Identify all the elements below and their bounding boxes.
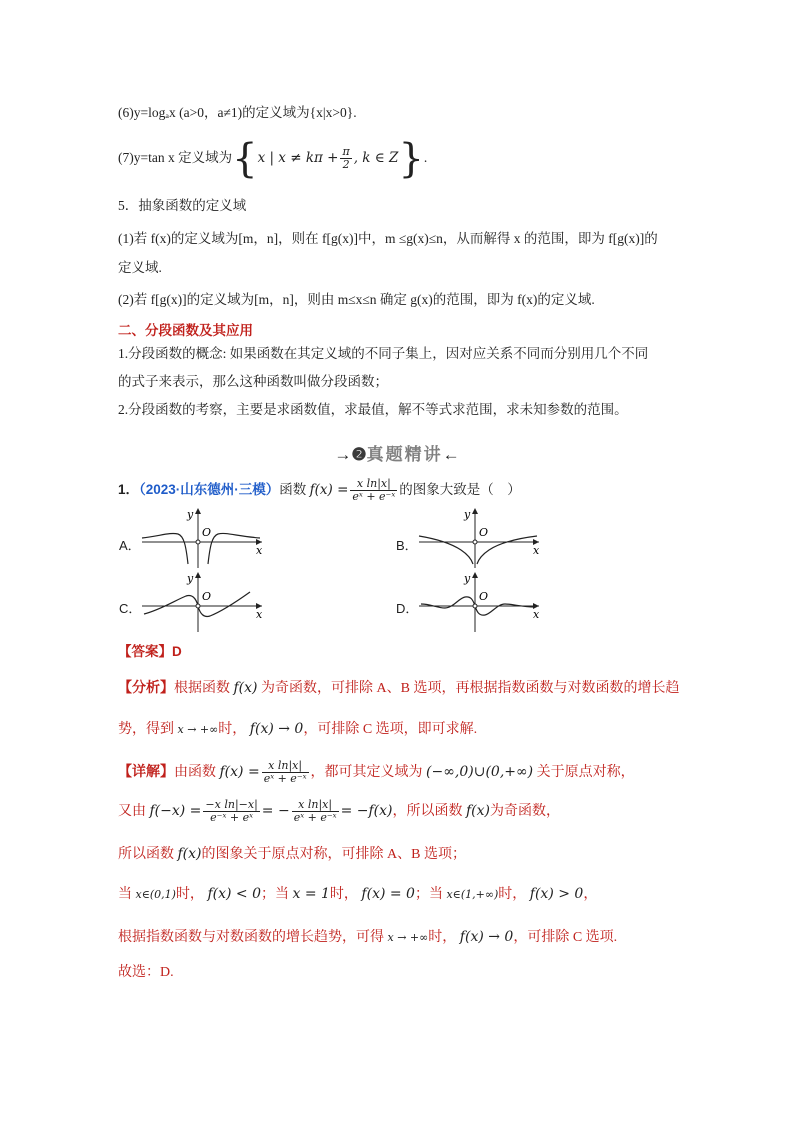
origin-point	[473, 604, 477, 608]
detail-cond-1: x∈(0,1)	[135, 888, 176, 901]
detail-line-2	[118, 797, 560, 827]
section-5-p1a: (1)若 f(x)的定义域为[m，n]，则在 f[g(x)]中，m ≤g(x)≤n，从而解得 x 的范围，即为 f[g(x)]的	[118, 231, 658, 246]
answer-label: 【答案】	[118, 644, 172, 659]
question-number: 1．	[118, 482, 140, 497]
y-axis-arrow-icon	[472, 572, 478, 578]
domain-tan-post: .	[423, 150, 428, 165]
section-5-p1b: 定义域.	[118, 260, 162, 275]
detail-line-4	[118, 885, 597, 904]
detail-d2b: ，所以函数	[392, 804, 463, 819]
origin-point	[196, 604, 200, 608]
detail-domain: (−∞,0)∪(0,+∞)	[426, 764, 534, 780]
detail-d2a: 又由	[118, 804, 146, 819]
answer-value: D	[172, 644, 182, 659]
origin-point	[473, 540, 477, 544]
detail-d4a: 当	[118, 887, 132, 902]
detail-d3a: 所以函数	[118, 847, 174, 862]
detail-d1b: ，都可其定义域为	[310, 765, 423, 780]
detail-fx: f(x) =	[219, 764, 260, 780]
detail-d3-fx: f(x)	[177, 846, 202, 862]
detail-d4b: 时，	[175, 887, 204, 902]
detail-line-5	[118, 928, 617, 947]
domain-tan-set-a: x | x ≠ kπ +	[257, 150, 339, 166]
detail-f-neg: f(−x) =	[149, 803, 202, 819]
detail-frac3-den: eˣ + e⁻ˣ	[293, 811, 337, 825]
analysis-label: 【分析】	[118, 679, 174, 695]
y-label: y	[464, 572, 471, 585]
frac-num: π	[342, 145, 350, 159]
banner-title: 真题精讲	[366, 445, 443, 465]
option-d-label[interactable]: D．	[396, 601, 419, 616]
detail-frac2-den: e⁻ˣ + eˣ	[210, 811, 254, 825]
option-a-label[interactable]: A．	[119, 538, 141, 553]
analysis-fx-limit: f(x) → 0	[249, 721, 304, 737]
left-brace-icon: {	[232, 135, 258, 182]
detail-d2c: 为奇函数，	[490, 804, 560, 819]
x-label: x	[533, 608, 540, 621]
detail-d5a: 根据指数函数与对数函数的增长趋势，可得	[118, 930, 384, 945]
banner-arrow-right-icon: →	[334, 445, 352, 464]
right-brace-icon: }	[398, 135, 424, 182]
domain-tan-prefix: (7)y=tan x 定义域为	[118, 150, 233, 165]
pi-over-2-fraction	[340, 146, 351, 171]
x-label: x	[256, 608, 263, 621]
analysis-a1: 根据函数	[174, 681, 230, 696]
curve-a-left	[142, 533, 188, 564]
question-prefix: 函数	[279, 482, 307, 497]
detail-d1c: 关于原点对称，	[536, 765, 635, 780]
domain-tan-set-b: , k ∈ Z	[353, 150, 399, 166]
detail-frac-den: eˣ + e⁻ˣ	[263, 772, 307, 786]
detail-fraction-2	[203, 799, 259, 824]
detail-d4e: ；当	[414, 887, 443, 902]
x-label: x	[256, 544, 263, 557]
detail-f-1: f(x) < 0	[207, 886, 261, 902]
detail-d5b: 时，	[428, 930, 457, 945]
banner-arrow-left-icon: ←	[442, 445, 460, 464]
detail-d4d: 时，	[329, 887, 358, 902]
y-axis-arrow-icon	[195, 508, 201, 514]
detail-conclusion: 故选：D.	[118, 965, 174, 980]
question-frac-den: eˣ + e⁻ˣ	[352, 490, 396, 504]
section-5-p2: (2)若 f[g(x)]的定义域为[m，n]，则由 m≤x≤n 确定 g(x)的范围，即为 f(x)的定义域.	[118, 292, 595, 307]
analysis-line-1	[118, 678, 679, 698]
graph-option-c[interactable]	[140, 570, 266, 634]
detail-line-1	[118, 757, 635, 787]
detail-frac3-num: x ln|x|	[292, 799, 339, 812]
y-label: y	[464, 508, 471, 521]
detail-d4g: ，	[583, 887, 598, 902]
graph-option-a[interactable]	[140, 506, 266, 570]
detail-d1: 由函数	[174, 765, 216, 780]
detail-d5c: ，可排除 C 选项.	[513, 930, 618, 945]
section-banner	[0, 440, 794, 465]
detail-d4f: 时，	[498, 887, 527, 902]
detail-fraction-3	[292, 799, 339, 824]
domain-tan-line	[118, 135, 428, 182]
origin-label: O	[202, 526, 212, 539]
detail-cond-2: x = 1	[292, 886, 330, 902]
graph-option-d[interactable]	[417, 570, 543, 634]
analysis-b3: ，可排除 C 选项，即可求解.	[303, 722, 478, 737]
answer-line	[118, 643, 182, 661]
section-2-p1b: 的式子来表示，那么这种函数叫做分段函数；	[118, 374, 388, 389]
y-label: y	[187, 572, 194, 585]
detail-fx-limit: f(x) → 0	[459, 929, 514, 945]
curve-b-left	[419, 536, 473, 564]
detail-limit: x → +∞	[387, 931, 429, 944]
question-func: f(x) =	[309, 482, 349, 498]
analysis-b1: 势，得到	[118, 722, 174, 737]
banner-number: ❷	[351, 445, 367, 464]
detail-d2-fx: f(x)	[465, 803, 490, 819]
analysis-limit: x → +∞	[177, 723, 219, 736]
x-label: x	[533, 544, 540, 557]
graph-option-b[interactable]	[417, 506, 543, 570]
detail-d4c: ；当	[260, 887, 289, 902]
origin-label: O	[202, 590, 212, 603]
analysis-line-2	[118, 720, 477, 739]
curve-b-right	[477, 536, 537, 564]
option-b-label[interactable]: B．	[396, 538, 418, 553]
detail-f-2: f(x) = 0	[361, 886, 415, 902]
detail-mid: = −	[261, 803, 290, 819]
question-suffix: 的图象大致是（ ）	[399, 482, 521, 497]
section-2-p1a: 1.分段函数的概念: 如果函数在其定义域的不同子集上，因对应关系不同而分别用几个不同	[118, 346, 649, 361]
y-axis-arrow-icon	[472, 508, 478, 514]
domain-log-line: (6)y=logₐx (a>0，a≠1)的定义域为{x|x>0}.	[118, 105, 357, 120]
detail-line-3	[118, 845, 466, 864]
detail-frac-num: x ln|x|	[262, 760, 309, 773]
curve-a-right	[208, 533, 260, 564]
origin-label: O	[479, 590, 489, 603]
detail-cond-3: x∈(1,+∞)	[446, 888, 499, 901]
y-axis-arrow-icon	[195, 572, 201, 578]
analysis-a2: 为奇函数，可排除 A、B 选项，再根据指数函数与对数函数的增长趋	[261, 681, 680, 696]
frac-den: 2	[342, 158, 350, 172]
detail-end: = −f(x)	[340, 803, 393, 819]
detail-frac2-num: −x ln|−x|	[205, 798, 258, 812]
section-5-title: 5．抽象函数的定义域	[118, 198, 247, 213]
section-2-p2: 2.分段函数的考察，主要是求函数值，求最值，解不等式求范围，求未知参数的范围。	[118, 402, 628, 417]
question-source: （2023·山东德州·三模）	[139, 482, 280, 497]
option-c-label[interactable]: C．	[119, 601, 142, 616]
detail-f-3: f(x) > 0	[529, 886, 584, 902]
question-fraction	[350, 478, 397, 503]
section-2-title: 二、分段函数及其应用	[118, 323, 253, 338]
origin-point	[196, 540, 200, 544]
question-frac-num: x ln|x|	[350, 478, 397, 491]
detail-fraction	[262, 760, 309, 785]
y-label: y	[187, 508, 194, 521]
analysis-b2: 时，	[218, 722, 247, 737]
origin-label: O	[479, 526, 489, 539]
detail-label: 【详解】	[118, 763, 174, 779]
detail-d3b: 的图象关于原点对称，可排除 A、B 选项；	[201, 847, 466, 862]
analysis-fx: f(x)	[233, 680, 258, 696]
